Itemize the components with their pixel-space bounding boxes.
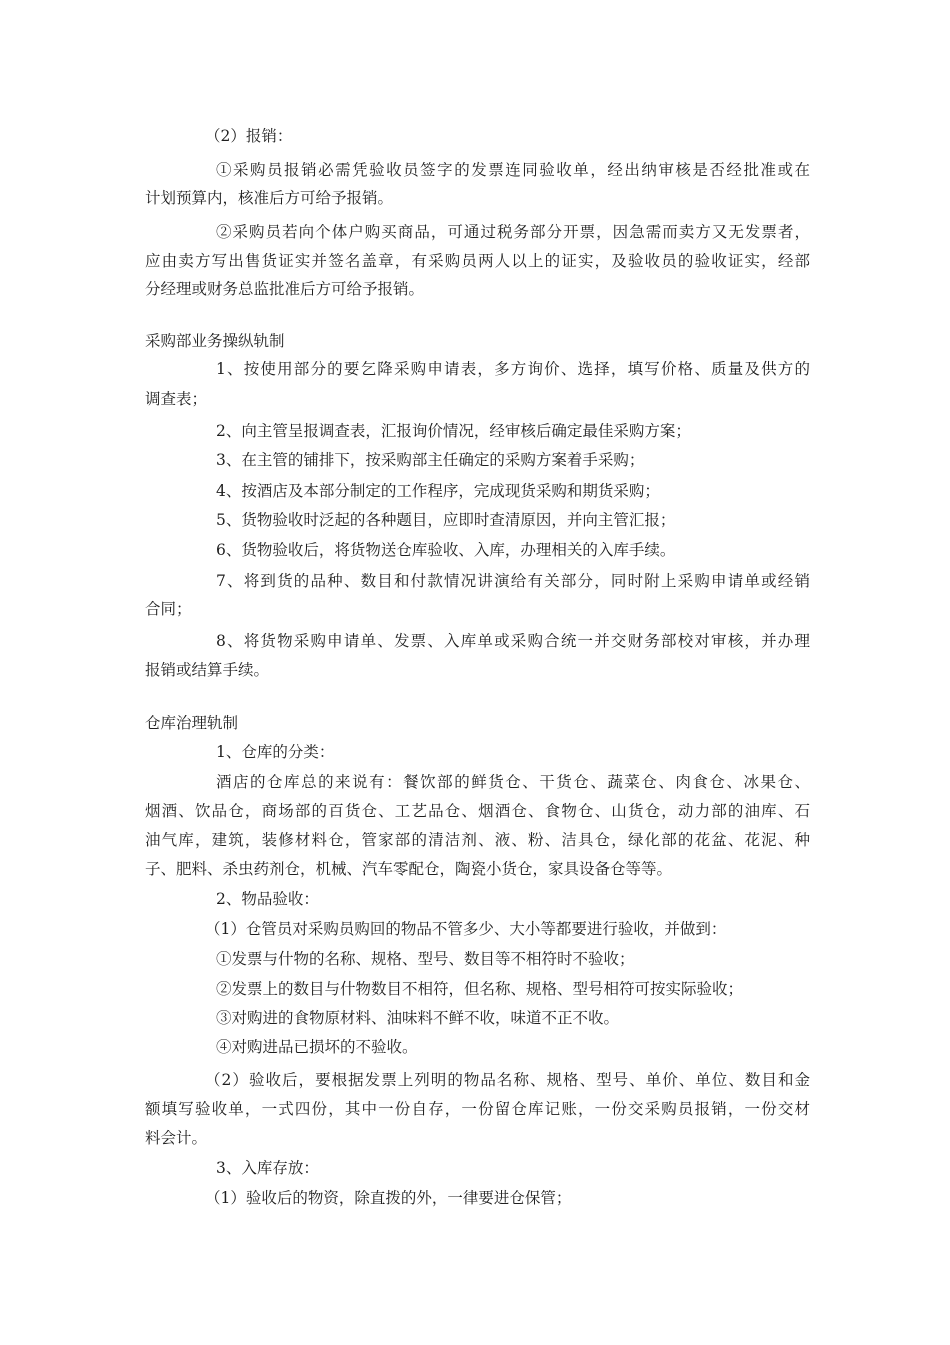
warehouse-types-line-2: 烟酒、饮品仓，商场部的百货仓、工艺品仓、烟酒仓、食物仓、山货仓，动力部的油库、石 [145,802,810,820]
purchase-item-8-line-1: 8、将货物采购申请单、发票、入库单或采购合统一并交财务部校对审核，并办理 [216,632,810,650]
reimburse-para-1-line-1: ①采购员报销必需凭验收员签字的发票连同验收单，经出纳审核是否经批准或在 [216,161,810,179]
reimburse-para-1-line-2: 计划预算内，核准后方可给予报销。 [145,189,394,207]
inspection-rule-a: ①发票与什物的名称、规格、型号、数目等不相符时不验收； [216,950,635,968]
inspection-rule-d: ④对购进品已损坏的不验收。 [216,1038,418,1056]
purchase-item-7-line-2: 合同； [145,600,192,618]
purchase-item-3: 3、在主管的铺排下，按采购部主任确定的采购方案着手采购； [216,451,645,469]
storage-point-1: （1）验收后的物资，除直拨的外，一律要进仓保管； [205,1189,572,1207]
inspection-rule-c: ③对购进的食物原材料、油味料不鲜不收，味道不正不收。 [216,1009,620,1027]
inspection-point-2-line-2: 额填写验收单，一式四份，其中一份自存，一份留仓库记账，一份交采购员报销，一份交材 [145,1100,810,1118]
purchase-item-7-line-1: 7、将到货的品种、数目和付款情况讲演给有关部分，同时附上采购申请单或经销 [216,572,810,590]
purchase-section-heading: 采购部业务操纵轨制 [145,332,285,350]
inspection-point-2-line-3: 料会计。 [145,1129,208,1147]
purchase-item-1-line-2: 调查表； [145,390,208,408]
purchase-item-8-line-2: 报销或结算手续。 [145,661,270,679]
purchase-item-2: 2、向主管呈报调查表，汇报询价情况，经审核后确定最佳采购方案； [216,422,691,440]
purchase-item-1-line-1: 1、按使用部分的要乞降采购申请表，多方询价、选择，填写价格、质量及供方的 [216,360,810,378]
warehouse-subsection-1: 1、仓库的分类： [216,743,335,761]
reimburse-para-2-line-3: 分经理或财务总监批准后方可给予报销。 [145,280,425,298]
reimburse-para-2-line-1: ②采购员若向个体户购买商品，可通过税务部分开票，因急需而卖方又无发票者， [216,223,810,241]
purchase-item-6: 6、货物验收后，将货物送仓库验收、入库，办理相关的入库手续。 [216,541,676,559]
reimburse-para-2-line-2: 应由卖方写出售货证实并签名盖章，有采购员两人以上的证实，及验收员的验收证实，经部 [145,252,810,270]
warehouse-types-line-3: 油气库，建筑，装修材料仓，管家部的清洁剂、液、粉、洁具仓，绿化部的花盆、花泥、种 [145,831,810,849]
warehouse-types-line-4: 子、肥料、杀虫药剂仓，机械、汽车零配仓，陶瓷小货仓，家具设备仓等等。 [145,860,673,878]
purchase-item-5: 5、货物验收时泛起的各种题目，应即时查清原因，并向主管汇报； [216,511,676,529]
section-reimburse-title: （2）报销： [205,127,293,145]
inspection-point-2-line-1: （2）验收后，要根据发票上列明的物品名称、规格、型号、单价、单位、数目和金 [205,1071,810,1089]
warehouse-subsection-2: 2、物品验收： [216,890,319,908]
warehouse-section-heading: 仓库治理轨制 [145,714,239,732]
inspection-rule-b: ②发票上的数目与什物数目不相符，但名称、规格、型号相符可按实际验收； [216,980,744,998]
warehouse-subsection-3: 3、入库存放： [216,1159,319,1177]
warehouse-types-line-1: 酒店的仓库总的来说有：餐饮部的鲜货仓、干货仓、蔬菜仓、肉食仓、冰果仓、 [216,773,810,791]
purchase-item-4: 4、按酒店及本部分制定的工作程序，完成现货采购和期货采购； [216,482,660,500]
inspection-point-1: （1）仓管员对采购员购回的物品不管多少、大小等都要进行验收，并做到： [205,920,727,938]
